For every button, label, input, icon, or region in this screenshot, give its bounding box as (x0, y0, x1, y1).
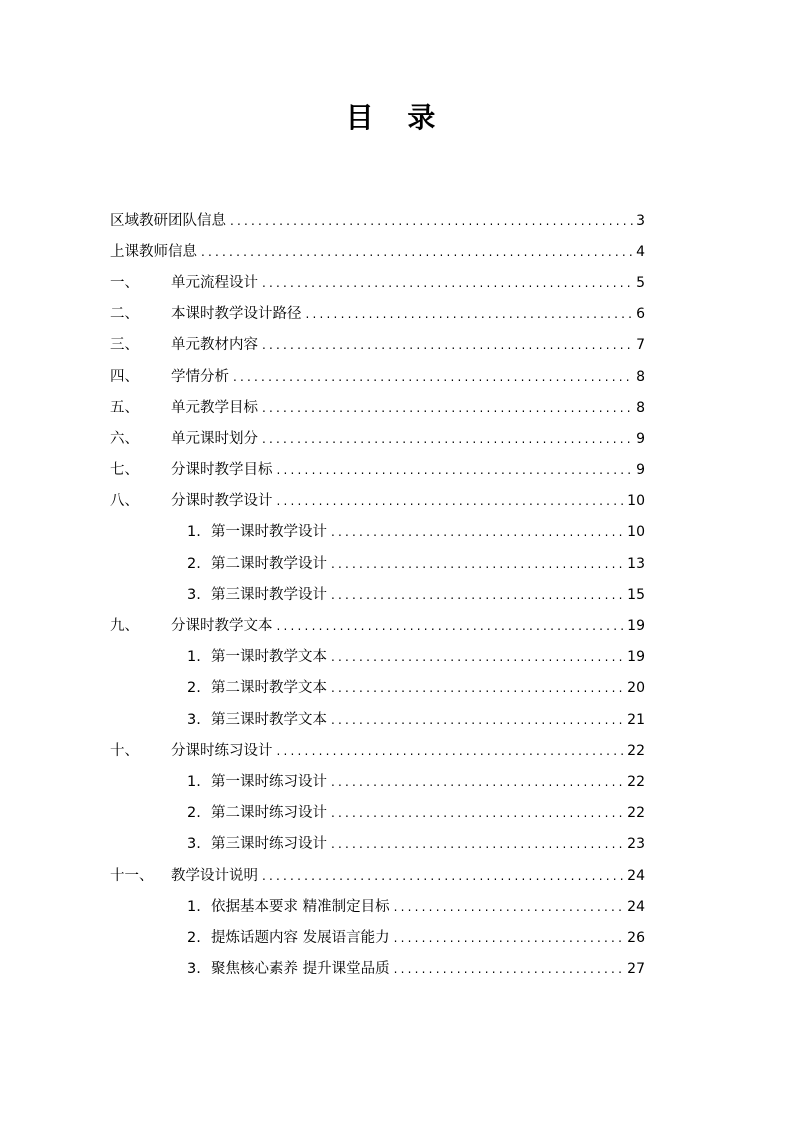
toc-entry-number: 3. (187, 836, 201, 853)
toc-dot-leader (331, 710, 625, 730)
toc-dot-leader (331, 554, 625, 574)
toc-entry-number: 六、 (110, 430, 139, 447)
toc-entry[interactable] (110, 579, 645, 610)
toc-entry-title: 聚焦核心素养 提升课堂品质 (211, 961, 390, 978)
toc-entry[interactable] (110, 735, 645, 766)
toc-dot-leader (262, 398, 634, 418)
toc-entry-number: 3. (187, 586, 201, 603)
toc-entry-title: 教学设计说明 (171, 867, 258, 884)
toc-entry-title: 单元课时划分 (171, 430, 258, 447)
toc-entry-title: 第三课时教学设计 (211, 586, 327, 603)
toc-dot-leader (277, 460, 635, 480)
toc-entry-page-number: 22 (627, 742, 645, 759)
toc-entry-page-number: 4 (636, 243, 645, 260)
toc-entry-page-number: 6 (636, 306, 645, 323)
toc-entry-number: 3. (187, 961, 201, 978)
toc-entry-number: 2. (187, 680, 201, 697)
toc-entry-page-number: 8 (636, 399, 645, 416)
toc-entry-title: 提炼话题内容 发展语言能力 (211, 929, 390, 946)
toc-entry-page-number: 22 (627, 773, 645, 790)
toc-entry[interactable] (110, 455, 645, 486)
toc-entry-page-number: 10 (627, 524, 645, 541)
toc-entry[interactable] (110, 798, 645, 829)
toc-dot-leader (394, 928, 626, 948)
toc-entry-page-number: 20 (627, 680, 645, 697)
toc-entry[interactable] (110, 299, 645, 330)
toc-entry-title: 本课时教学设计路径 (171, 306, 302, 323)
toc-entry-page-number: 19 (627, 649, 645, 666)
toc-entry-page-number: 19 (627, 618, 645, 635)
toc-entry-page-number: 7 (636, 337, 645, 354)
toc-entry-title: 依据基本要求 精准制定目标 (211, 898, 390, 915)
toc-entry-number: 1. (187, 649, 201, 666)
toc-entry[interactable] (110, 267, 645, 298)
toc-entry-number: 二、 (110, 306, 139, 323)
toc-entry-number: 1. (187, 524, 201, 541)
toc-entry-page-number: 23 (627, 836, 645, 853)
toc-entry[interactable] (110, 236, 645, 267)
toc-dot-leader (331, 678, 625, 698)
toc-entry-title: 单元流程设计 (171, 274, 258, 291)
toc-dot-leader (394, 897, 626, 917)
toc-entry-page-number: 10 (627, 493, 645, 510)
toc-entry-page-number: 24 (627, 867, 645, 884)
toc-entry-number: 2. (187, 929, 201, 946)
toc-entry-title: 分课时练习设计 (171, 742, 273, 759)
toc-entry-number: 2. (187, 805, 201, 822)
toc-entry-page-number: 21 (627, 711, 645, 728)
toc-entry-title: 学情分析 (171, 368, 229, 385)
toc-entry-number: 十一、 (110, 867, 154, 884)
toc-entry[interactable] (110, 205, 645, 236)
toc-entry-number: 一、 (110, 274, 139, 291)
toc-entry[interactable] (110, 330, 645, 361)
toc-entry-title: 分课时教学文本 (171, 618, 273, 635)
page-title: 目 录 (345, 101, 448, 134)
toc-entry[interactable] (110, 517, 645, 548)
toc-entry-title: 第二课时练习设计 (211, 805, 327, 822)
toc-entry-number: 九、 (110, 618, 139, 635)
table-of-contents (110, 205, 645, 985)
toc-entry-page-number: 24 (627, 898, 645, 915)
toc-entry[interactable] (110, 891, 645, 922)
toc-entry-page-number: 9 (636, 430, 645, 447)
toc-dot-leader (262, 273, 634, 293)
toc-entry-title: 第三课时练习设计 (211, 836, 327, 853)
toc-entry[interactable] (110, 673, 645, 704)
toc-entry-number: 十、 (110, 742, 139, 759)
toc-entry-title: 单元教学目标 (171, 399, 258, 416)
toc-entry-title: 第一课时教学文本 (211, 649, 327, 666)
toc-entry[interactable] (110, 766, 645, 797)
toc-entry-page-number: 22 (627, 805, 645, 822)
toc-entry-title: 上课教师信息 (110, 243, 197, 260)
toc-dot-leader (262, 429, 634, 449)
toc-entry-page-number: 3 (636, 212, 645, 229)
toc-entry[interactable] (110, 829, 645, 860)
toc-entry-number: 七、 (110, 462, 139, 479)
toc-entry[interactable] (110, 954, 645, 985)
toc-entry[interactable] (110, 642, 645, 673)
toc-dot-leader (306, 304, 635, 324)
toc-dot-leader (277, 491, 626, 511)
toc-dot-leader (262, 866, 625, 886)
toc-entry[interactable] (110, 860, 645, 891)
toc-entry-title: 第二课时教学设计 (211, 555, 327, 572)
toc-dot-leader (277, 616, 626, 636)
toc-entry[interactable] (110, 704, 645, 735)
toc-entry-title: 第三课时教学文本 (211, 711, 327, 728)
toc-entry[interactable] (110, 922, 645, 953)
toc-entry-number: 1. (187, 773, 201, 790)
toc-entry-title: 第一课时练习设计 (211, 773, 327, 790)
toc-dot-leader (331, 834, 625, 854)
toc-dot-leader (233, 367, 634, 387)
toc-entry-number: 1. (187, 898, 201, 915)
toc-dot-leader (277, 741, 626, 761)
toc-dot-leader (262, 335, 634, 355)
toc-entry-page-number: 15 (627, 586, 645, 603)
toc-entry-page-number: 27 (627, 961, 645, 978)
toc-dot-leader (230, 211, 634, 231)
toc-entry-number: 3. (187, 711, 201, 728)
toc-entry-page-number: 9 (636, 462, 645, 479)
toc-entry-number: 五、 (110, 399, 139, 416)
toc-entry[interactable] (110, 486, 645, 517)
toc-dot-leader (331, 522, 625, 542)
toc-entry-title: 分课时教学设计 (171, 493, 273, 510)
toc-entry-title: 区域教研团队信息 (110, 212, 226, 229)
toc-dot-leader (331, 647, 625, 667)
toc-entry-page-number: 5 (636, 274, 645, 291)
toc-dot-leader (331, 585, 625, 605)
toc-entry-page-number: 13 (627, 555, 645, 572)
toc-dot-leader (201, 242, 634, 262)
toc-dot-leader (394, 959, 626, 979)
toc-entry-number: 八、 (110, 493, 139, 510)
toc-entry[interactable] (110, 548, 645, 579)
toc-entry-title: 分课时教学目标 (171, 462, 273, 479)
toc-entry-page-number: 26 (627, 929, 645, 946)
toc-entry[interactable] (110, 423, 645, 454)
toc-dot-leader (331, 803, 625, 823)
toc-entry-number: 四、 (110, 368, 139, 385)
toc-entry-title: 第二课时教学文本 (211, 680, 327, 697)
toc-entry-page-number: 8 (636, 368, 645, 385)
toc-entry[interactable] (110, 610, 645, 641)
toc-entry[interactable] (110, 361, 645, 392)
toc-entry-title: 单元教材内容 (171, 337, 258, 354)
toc-entry-number: 三、 (110, 337, 139, 354)
toc-entry-title: 第一课时教学设计 (211, 524, 327, 541)
toc-entry[interactable] (110, 392, 645, 423)
toc-entry-number: 2. (187, 555, 201, 572)
toc-dot-leader (331, 772, 625, 792)
